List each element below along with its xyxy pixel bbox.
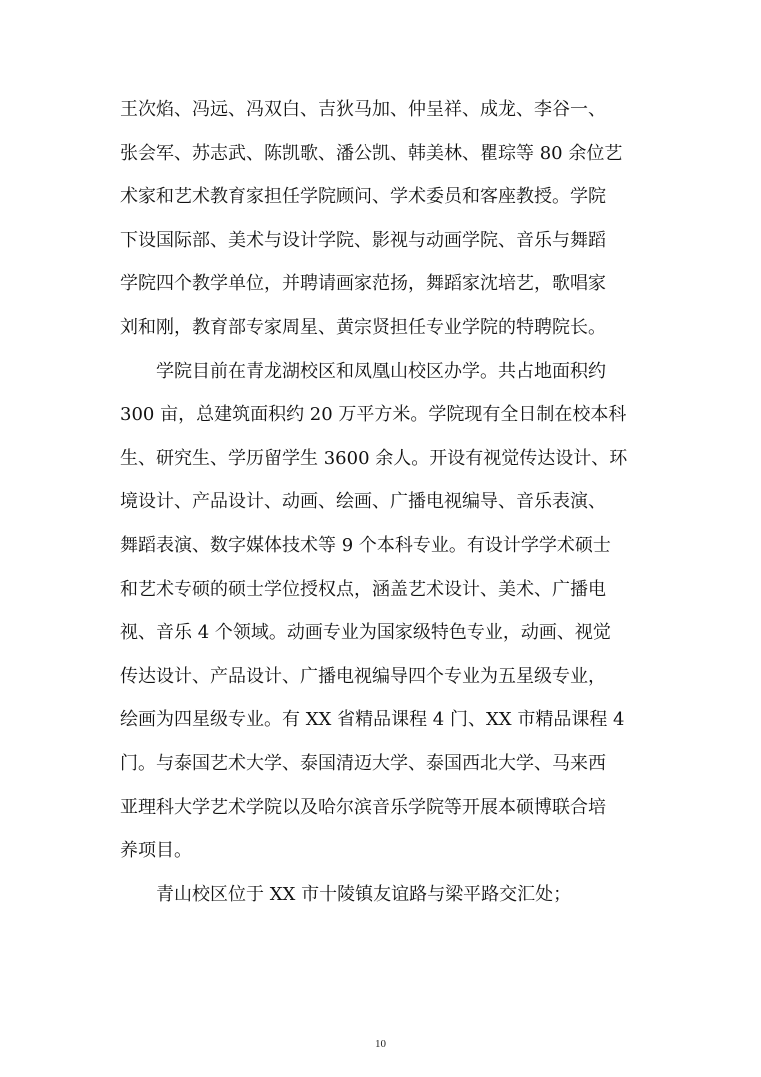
text-line: 生、研究生、学历留学生 3600 余人。开设有视觉传达设计、环: [120, 447, 628, 469]
text-line: 学院四个教学单位，并聘请画家范扬，舞蹈家沈培艺，歌唱家: [120, 273, 606, 295]
body-text: [120, 88, 640, 916]
text-line: 300 亩，总建筑面积约 20 万平方米。学院现有全日制在校本科: [120, 404, 627, 426]
text-line: 青山校区位于 XX 市十陵镇友谊路与梁平路交汇处；: [156, 883, 572, 905]
text-line: 舞蹈表演、数字媒体技术等 9 个本科专业。有设计学学术硕士: [120, 534, 611, 556]
text-line: 张会军、苏志武、陈凯歌、潘公凯、韩美林、瞿琮等 80 余位艺: [120, 142, 623, 164]
paragraph-2: [120, 350, 640, 873]
paragraph-1: [120, 88, 640, 350]
paragraph-3: [120, 873, 640, 917]
text-line: 王次焰、冯远、冯双白、吉狄马加、仲呈祥、成龙、李谷一、: [120, 99, 606, 120]
text-line: 境设计、产品设计、动画、绘画、广播电视编导、音乐表演、: [120, 491, 606, 513]
text-line: 绘画为四星级专业。有 XX 省精品课程 4 门、XX 市精品课程 4: [120, 709, 625, 731]
text-line: 养项目。: [120, 840, 192, 862]
text-line: 传达设计、产品设计、广播电视编导四个专业为五星级专业，: [120, 665, 606, 687]
text-line: 视、音乐 4 个领域。动画专业为国家级特色专业，动画、视觉: [120, 622, 611, 644]
text-line: 和艺术专硕的硕士学位授权点，涵盖艺术设计、美术、广播电: [120, 578, 606, 600]
page-number: 10: [375, 1038, 386, 1050]
text-line: 亚理科大学艺术学院以及哈尔滨音乐学院等开展本硕博联合培: [120, 796, 606, 818]
text-line: 下设国际部、美术与设计学院、影视与动画学院、音乐与舞蹈: [120, 229, 606, 251]
text-line: 学院目前在青龙湖校区和凤凰山校区办学。共占地面积约: [156, 360, 606, 382]
text-line: 刘和刚，教育部专家周星、黄宗贤担任专业学院的特聘院长。: [120, 316, 606, 338]
text-line: 门。与泰国艺术大学、泰国清迈大学、泰国西北大学、马来西: [120, 752, 606, 774]
text-line: 术家和艺术教育家担任学院顾问、学术委员和客座教授。学院: [120, 186, 606, 208]
